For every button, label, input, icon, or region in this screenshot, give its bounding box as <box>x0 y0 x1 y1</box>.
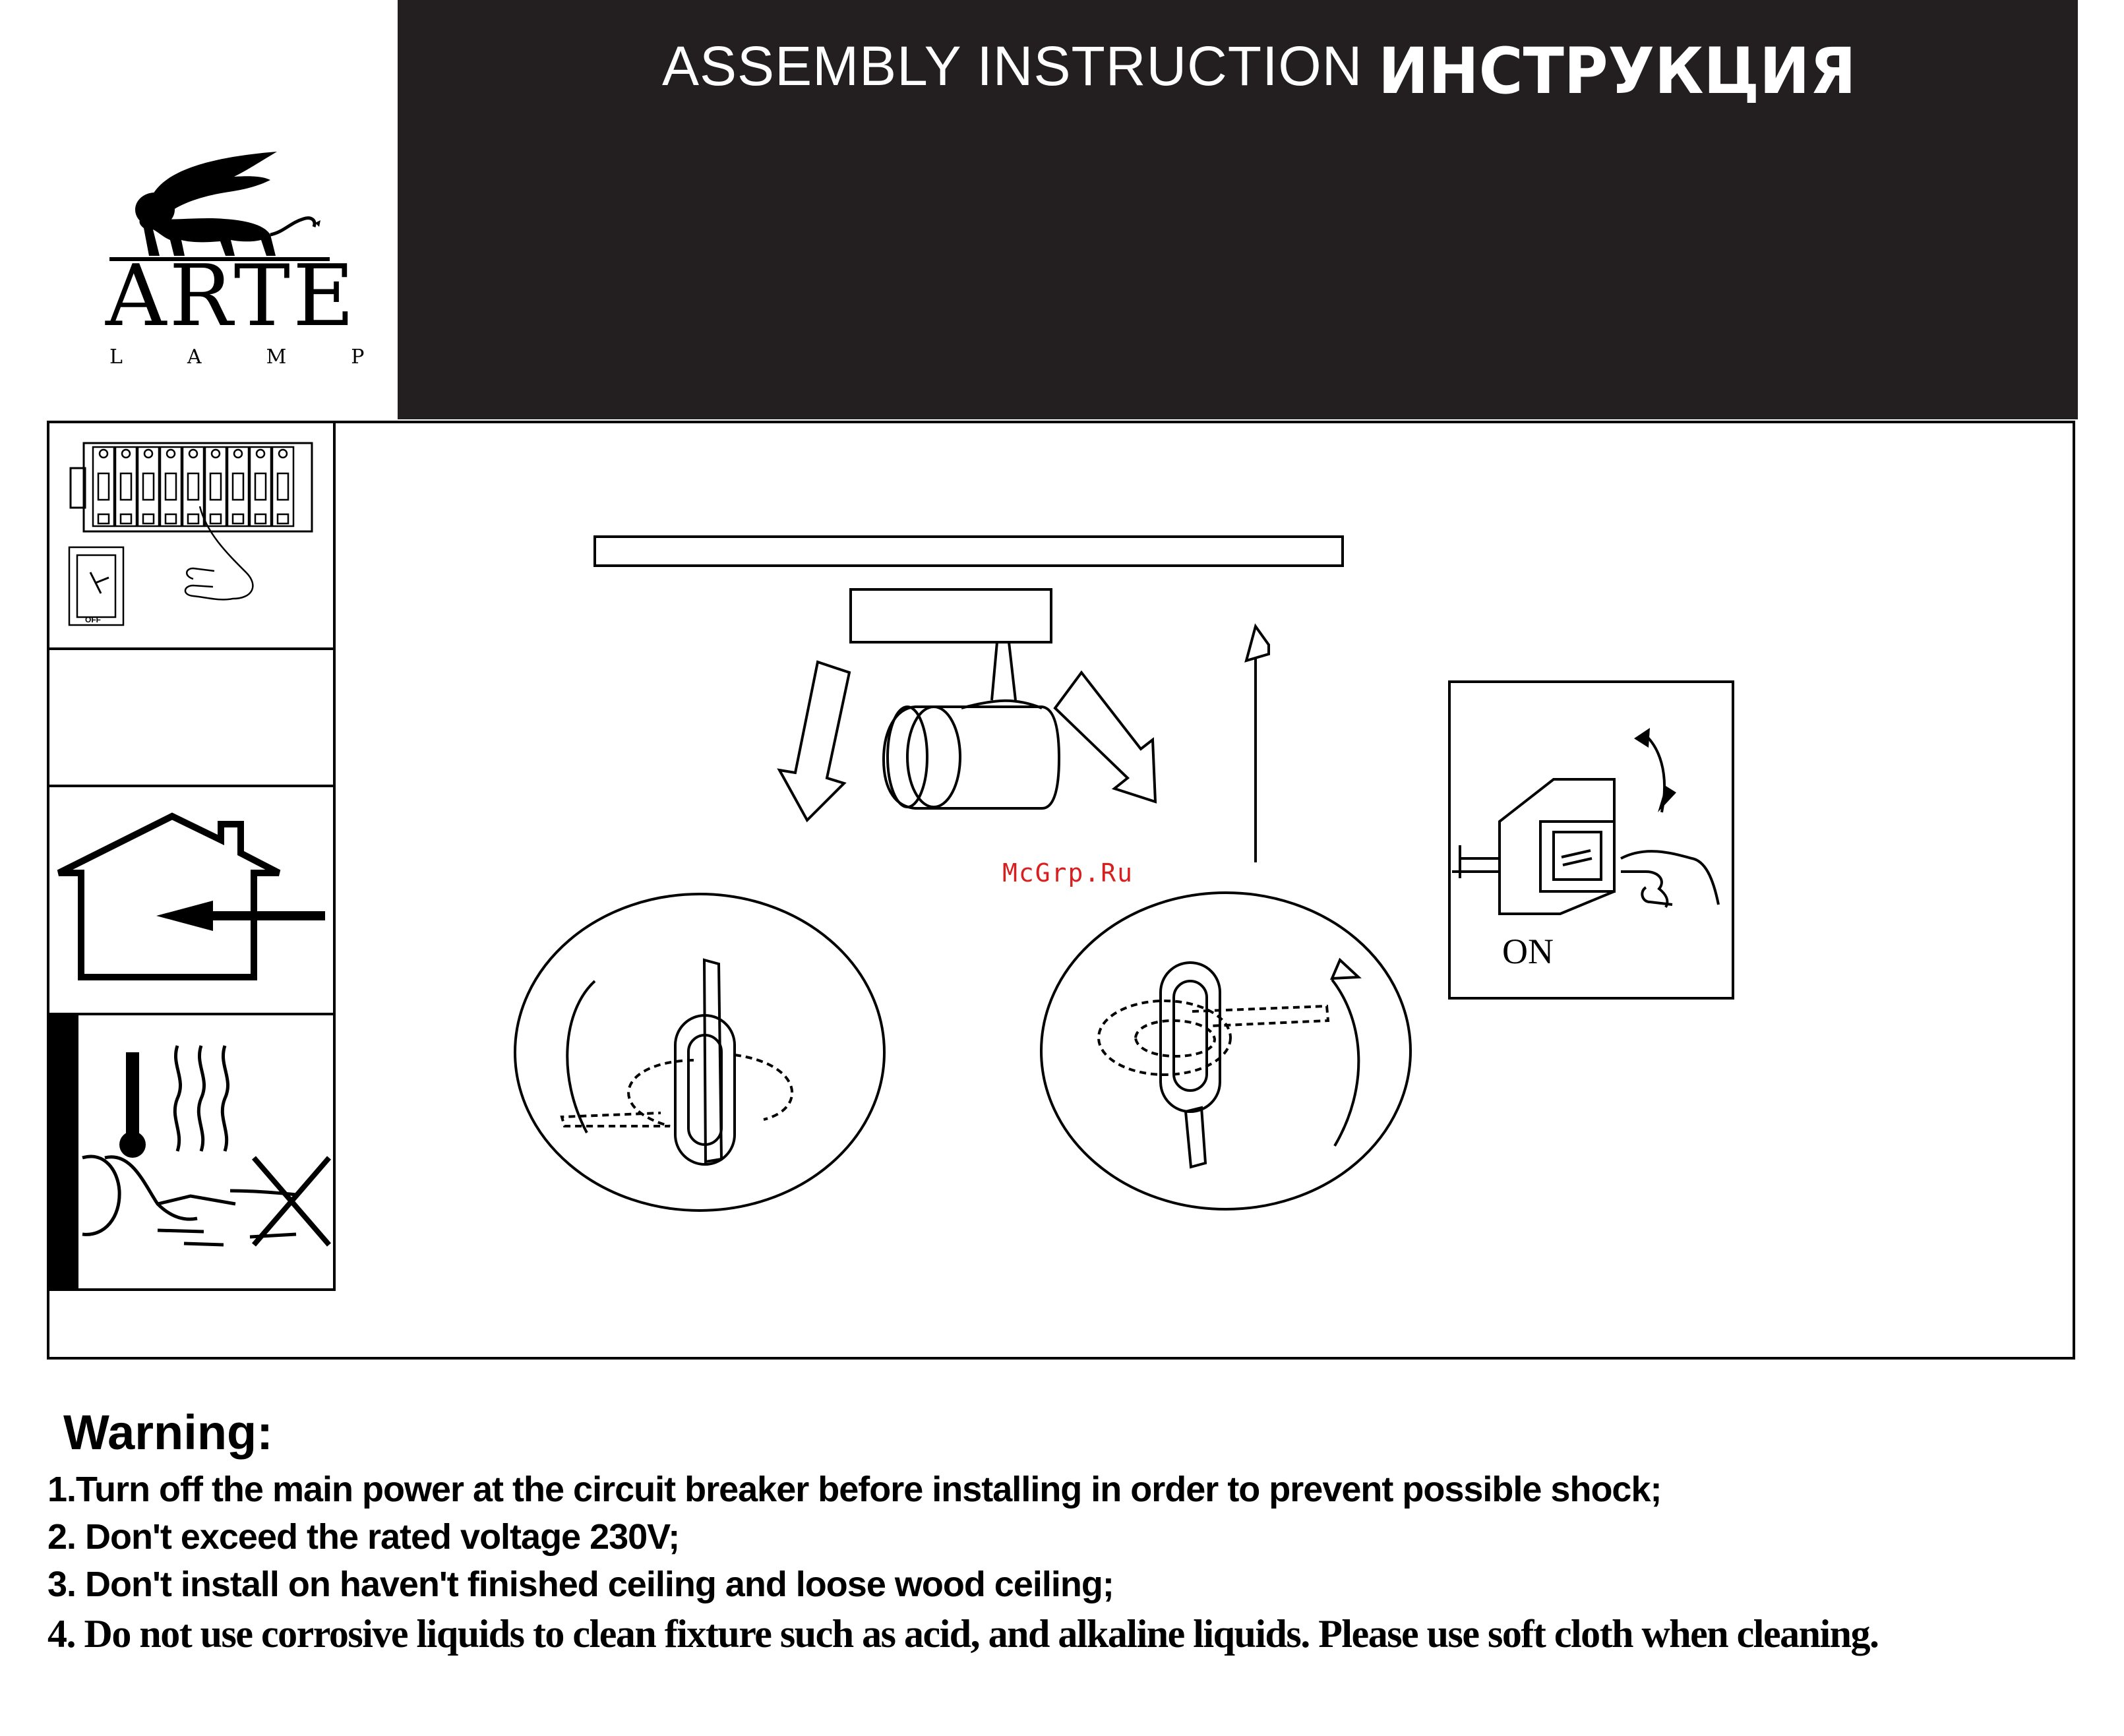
warning-item-2: 2. Don't exceed the rated voltage 230V; <box>47 1517 680 1557</box>
winged-lion-logo-icon <box>106 150 330 262</box>
warning-item-4: 4. Do not use corrosive liquids to clean fixture such as acid, and alkaline liquids. Please use soft cloth when cleaning. <box>47 1612 1879 1656</box>
spotlight-body <box>884 707 1059 808</box>
title-russian: ИНСТРУКЦИЯ <box>1378 34 1856 108</box>
logo-subtitle: LAMP <box>109 345 429 369</box>
wall-switch-diagram <box>1448 680 1734 1000</box>
watermark-text: McGrp.Ru <box>1002 858 1134 887</box>
title-english: ASSEMBLY INSTRUCTION <box>662 35 1363 97</box>
hot-surface-no-touch-icon <box>78 1039 336 1283</box>
warning-item-1: 1.Turn off the main power at the circuit breaker before installing in order to prevent possible shock; <box>47 1470 1662 1509</box>
heat-warning-panel <box>47 1013 336 1291</box>
safety-pictogram-column <box>47 421 336 1291</box>
black-edge-strip <box>49 1015 78 1288</box>
blank-panel <box>47 647 336 787</box>
indoor-use-panel <box>47 785 336 1015</box>
logo-wordmark: ARTE <box>106 247 357 345</box>
circuit-breaker-icon <box>61 440 325 638</box>
warning-heading: Warning: <box>63 1405 273 1460</box>
circuit-breaker-panel <box>47 421 336 650</box>
house-indoor-icon <box>55 812 332 1003</box>
track-rail <box>595 537 1343 566</box>
rotate-lock-detail-left <box>513 891 886 1214</box>
track-adapter <box>851 589 1051 642</box>
warning-item-3: 3. Don't install on haven't finished ceiling and loose wood ceiling; <box>47 1565 1114 1604</box>
socket-off-label: OFF <box>85 615 101 624</box>
rotate-lock-detail-right <box>1039 890 1412 1213</box>
switch-on-label: ON <box>1502 932 1554 971</box>
track-mount-diagram <box>593 535 1424 878</box>
